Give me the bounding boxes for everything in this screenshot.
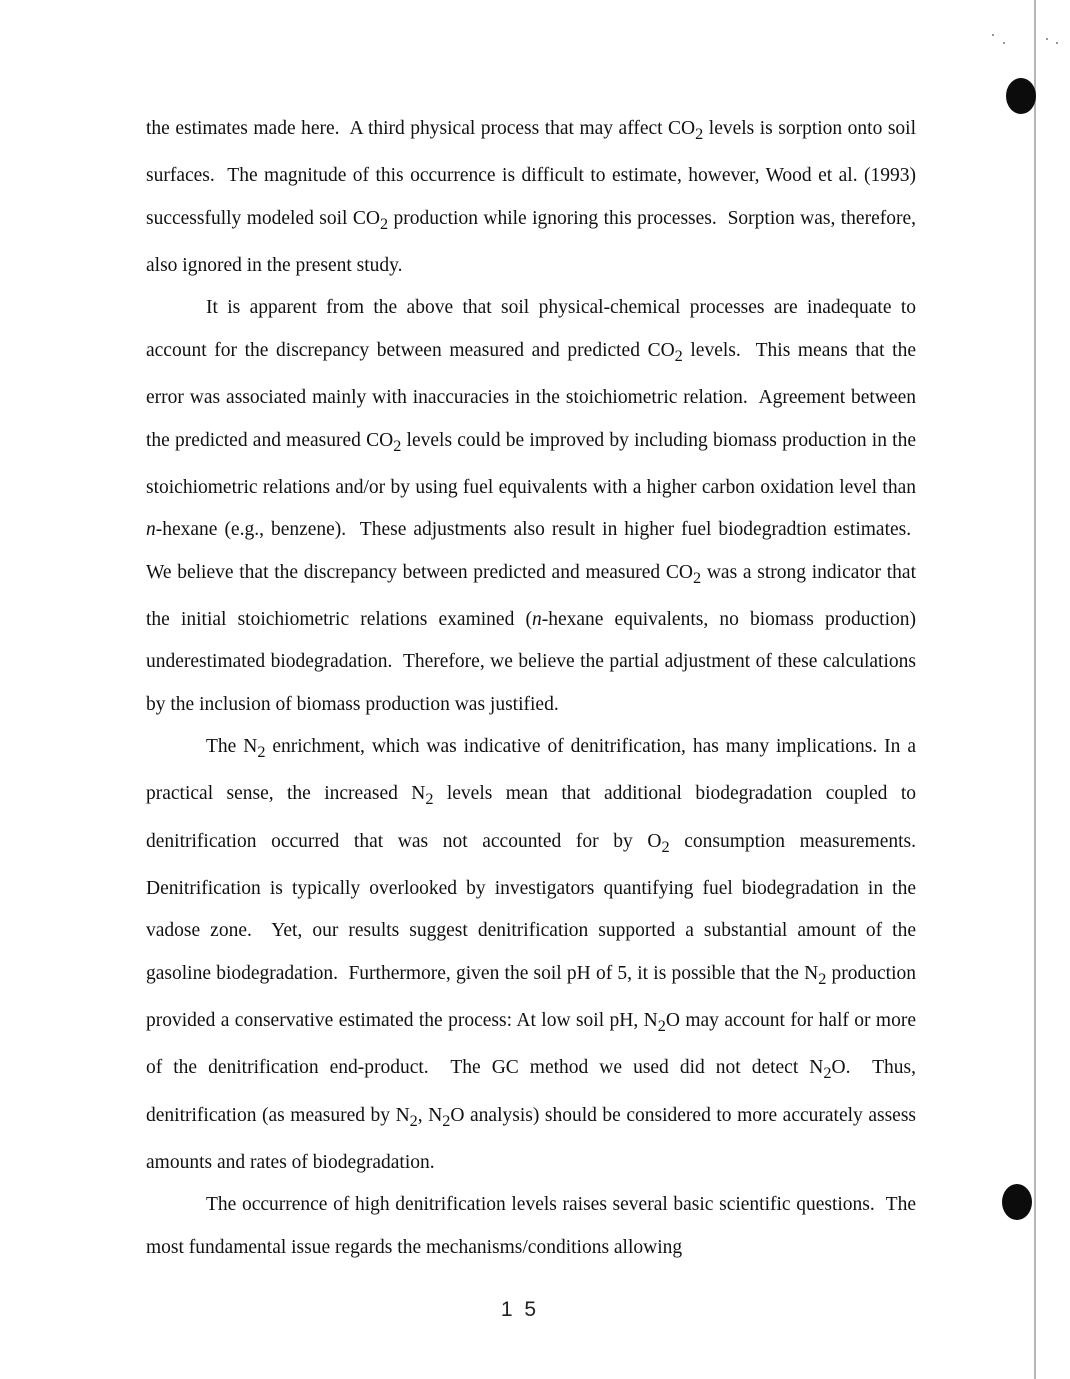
scan-speck xyxy=(992,34,994,36)
body-text xyxy=(146,108,916,1269)
punch-hole-top xyxy=(1006,78,1036,114)
paragraph-2: It is apparent from the above that soil physical-chemical processes are inadequate to account for the discrepancy between measured and predicted $CO_2$ levels. This means that the error was associated mainly with inaccuracies in the stoichiometric relation. Agreement between the predicted and measured $CO_2$ levels could be improved by including biomass production in the stoichiometric relations and/or by using fuel equivalents with a higher carbon oxidation level than n-hexane (e.g., benzene). These adjustments also result in higher fuel biodegradtion estimates. We believe that the discrepancy between predicted and measured $CO_2$ was a strong indicator that the initial stoichiometric relations examined (n-hexane equivalents, no biomass production) underestimated biodegradation. Therefore, we believe the partial adjustment of these calculations by the inclusion of biomass production was justified. xyxy=(146,297,917,715)
scan-speck xyxy=(1056,42,1058,44)
paragraph-1: the estimates made here. A third physical process that may affect $CO_2$ levels is sorption onto soil surfaces. The magnitude of this occurrence is difficult to estimate, however, Wood et al. (1993) successfully modeled soil $CO_2$ production while ignoring this processes. Sorption was, therefore, also ignored in the present study. xyxy=(146,118,917,276)
page-edge-line xyxy=(1034,0,1036,1379)
paragraph-4: The occurrence of high denitrification levels raises several basic scientific questions. The most fundamental issue regards the mechanisms/conditions allowing xyxy=(146,1194,916,1258)
scan-speck xyxy=(1003,42,1005,44)
scan-speck xyxy=(1046,38,1048,40)
page-number: 1 5 xyxy=(500,1298,540,1321)
paragraph-3: The $N_2$ enrichment, which was indicative of denitrification, has many implications. In a practical sense, the increased $N_2$ levels mean that additional biodegradation coupled to denitrification occurred that was not accounted for by $O_2$ consumption measurements. Denitrification is typically overlooked by investigators quantifying fuel biodegradation in the vadose zone. Yet, our results suggest denitrification supported a substantial amount of the gasoline biodegradation. Furthermore, given the soil pH of 5, it is possible that the $N_2$ production provided a conservative estimated the process: At low soil pH, $N_2O$ may account for half or more of the denitrification end-product. The GC method we used did not detect $N_2O$. Thus, denitrification (as measured by $N_2$, $N_2O$ analysis) should be considered to more accurately assess amounts and rates of biodegradation. xyxy=(146,736,917,1174)
punch-hole-bottom xyxy=(1002,1184,1032,1220)
